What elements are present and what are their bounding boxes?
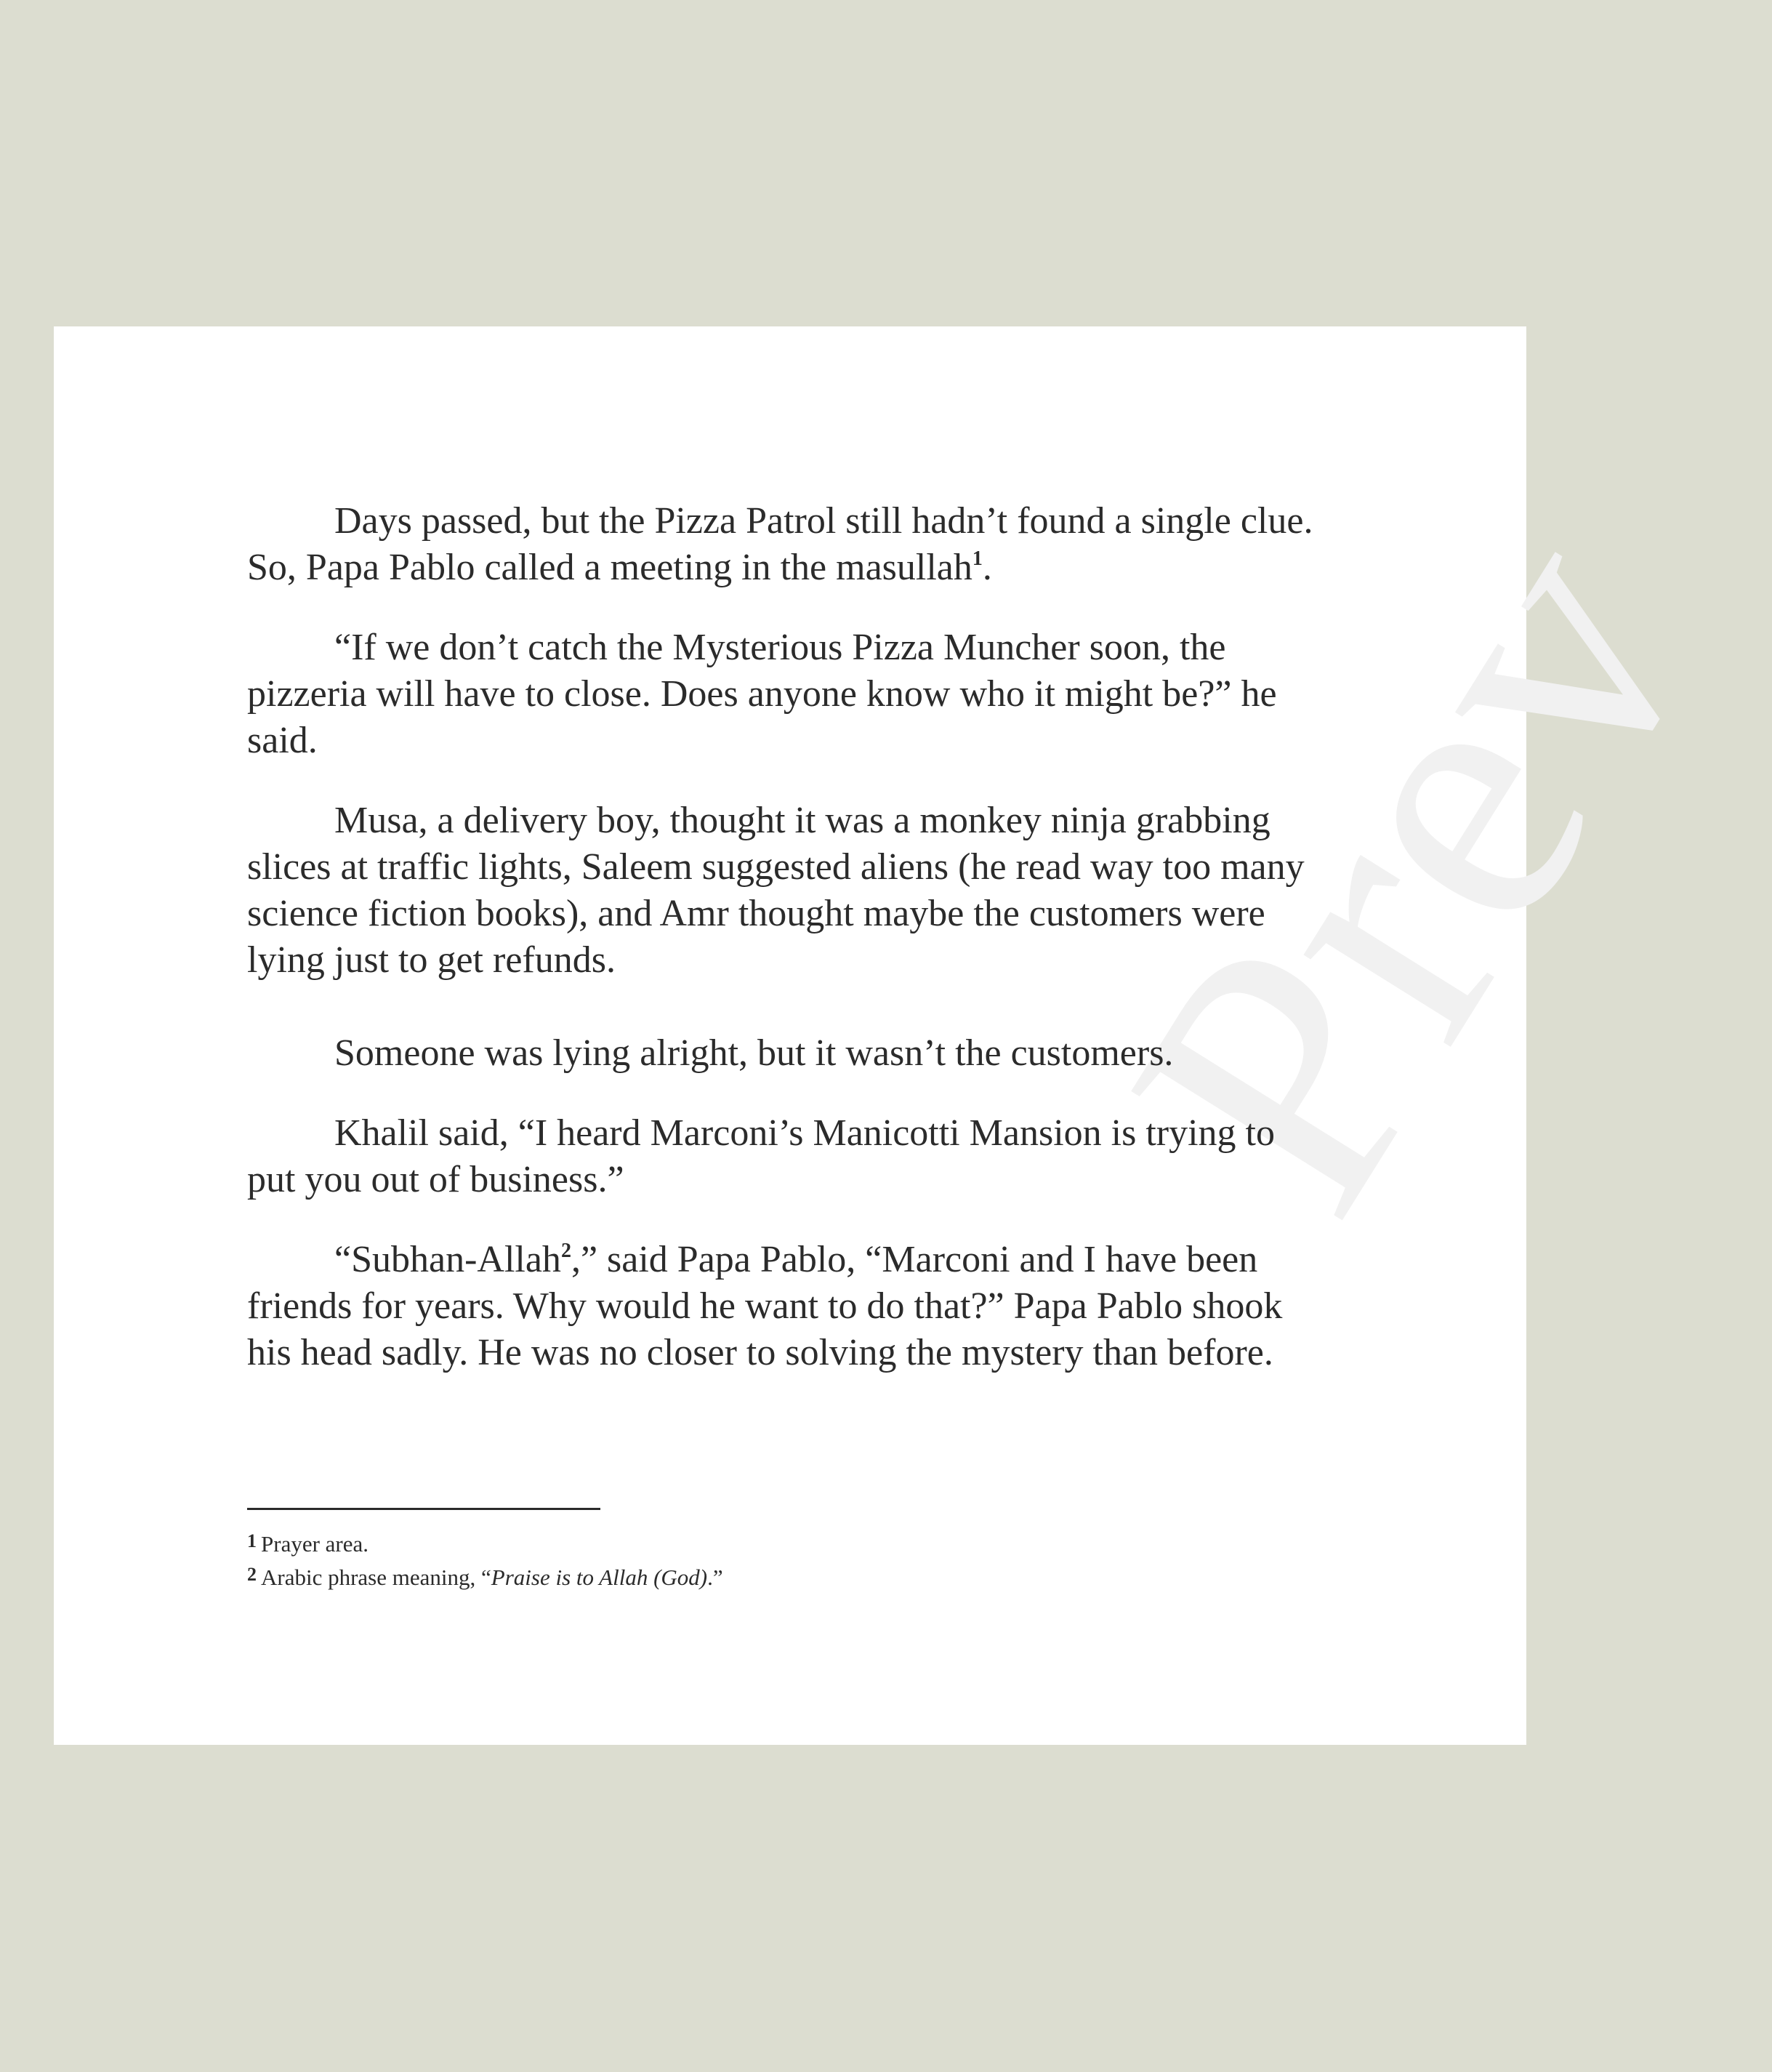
paragraph-2: “If we don’t catch the Mysterious Pizza Muncher soon, the pizzeria will have to close. Does anyone know who it might be?” he said.	[247, 627, 1277, 761]
story-text	[247, 498, 1316, 1410]
paragraph-6: “Subhan-Allah$^2$,” said Papa Pablo, “Marconi and I have been friends for years. Why would he want to do that?” Papa Pablo shook his head sadly. He was no closer to solving the mystery than before.	[247, 1239, 1283, 1373]
footnote-ref-1: 1	[972, 547, 983, 570]
preview-watermark: Prev	[1050, 465, 1772, 1275]
footnote-divider	[247, 1508, 600, 1510]
footnote-2: 2 Arabic phrase meaning, “Praise is to Allah (God).”	[247, 1564, 723, 1590]
footnote-number: 1	[247, 1530, 257, 1551]
footnotes	[247, 1526, 1119, 1593]
paragraph-3: Musa, a delivery boy, thought it was a monkey ninja grabbing slices at traffic lights, Saleem suggested aliens (he read way too many science fiction books), and Amr thought maybe the customers were lying just to get refunds.	[247, 800, 1305, 981]
footnote-1: 1 Prayer area.	[247, 1530, 369, 1557]
footnote-ref-2: 2	[560, 1240, 571, 1262]
paragraph-1: Days passed, but the Pizza Patrol still hadn’t found a single clue. So, Papa Pablo called a meeting in the masullah$^1$.	[247, 500, 1313, 588]
paragraph-4: Someone was lying alright, but it wasn’t the customers.	[334, 1032, 1174, 1074]
footnote-number: 2	[247, 1564, 257, 1585]
book-page	[54, 326, 1772, 1745]
paragraph-5: Khalil said, “I heard Marconi’s Manicotti Mansion is trying to put you out of business.”	[247, 1112, 1275, 1200]
